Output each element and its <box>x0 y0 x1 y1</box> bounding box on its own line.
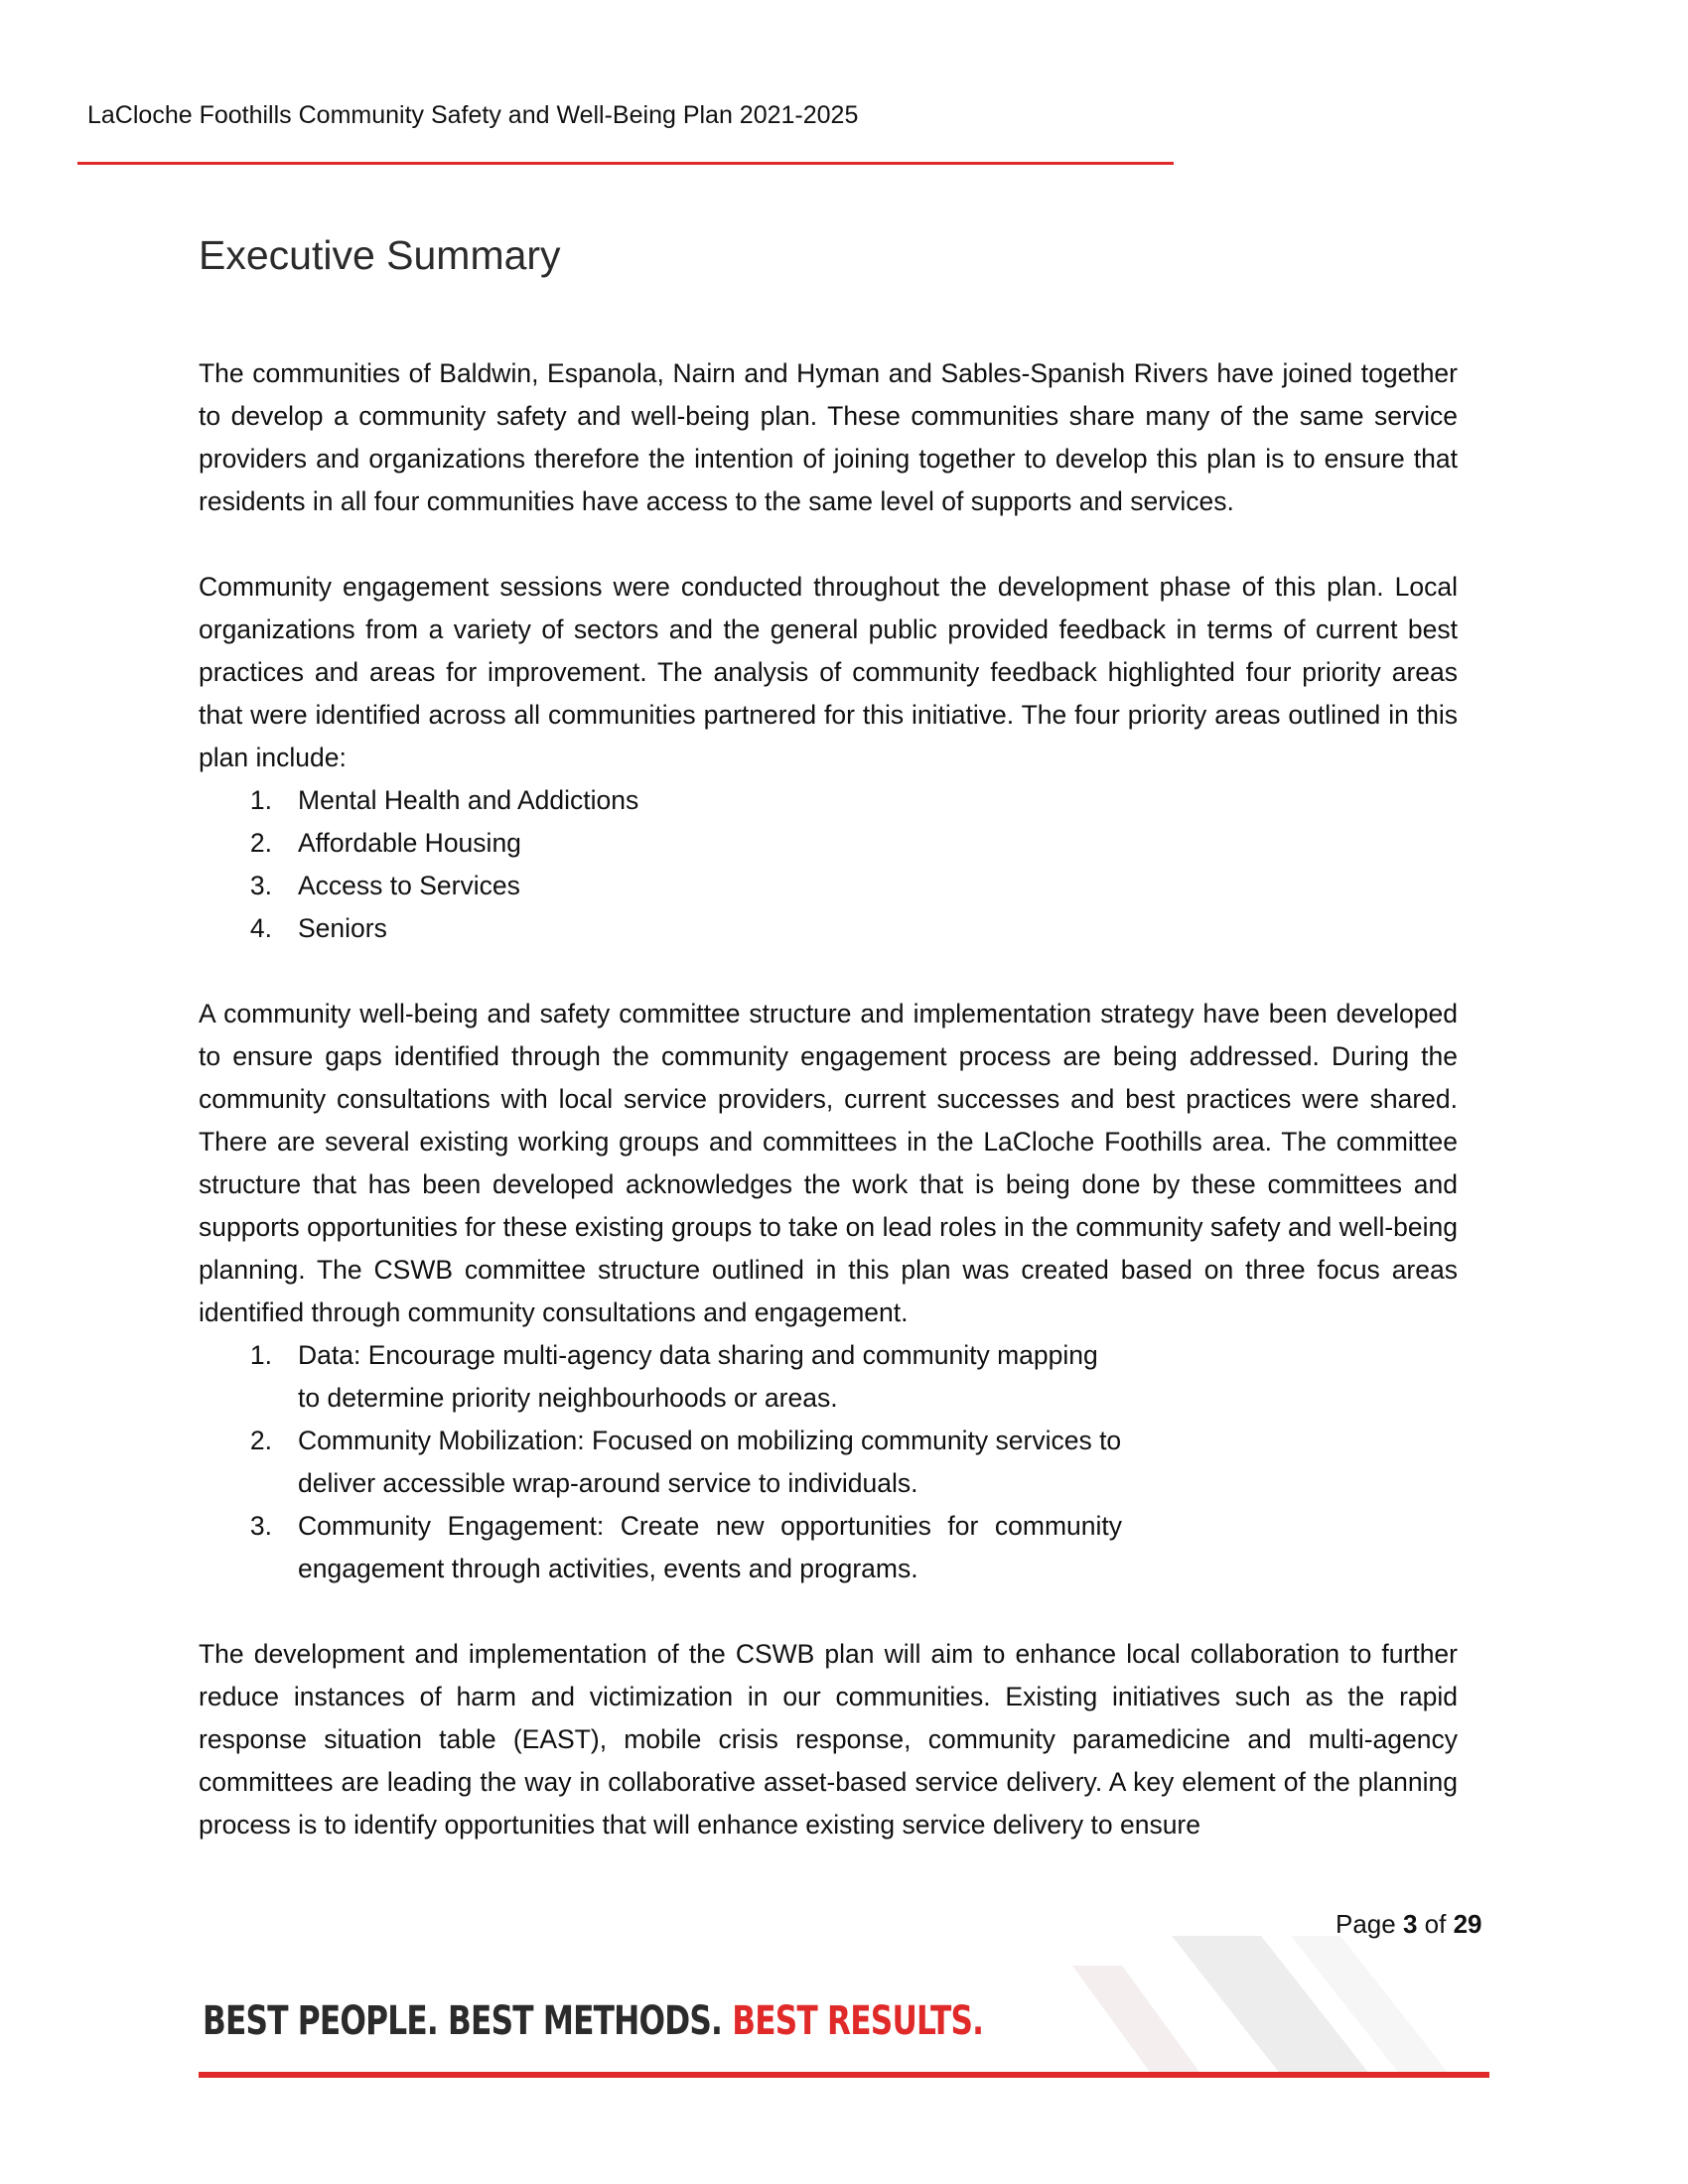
document-header-title: LaCloche Foothills Community Safety and Well-Being Plan 2021-2025 <box>87 101 859 129</box>
list-item: 3. Access to Services <box>249 871 520 900</box>
focus-areas-list <box>199 1334 1458 1590</box>
page-number: Page 3 of 29 <box>1336 1909 1482 1939</box>
paragraph-intro: The communities of Baldwin, Espanola, Nairn and Hyman and Sables-Spanish Rivers have joined together to develop a community safety and well-being plan. These communities share many of the same service providers and organizations therefore the intention of joining together to develop this plan is to ensure that residents in all four communities have access to the same level of supports and services. <box>199 358 1458 516</box>
list-item: 1. Data: Encourage multi-agency data sharing and community mapping to determine priority neighbourhoods or areas. <box>249 1340 1098 1413</box>
paragraph-implementation: The development and implementation of the CSWB plan will aim to enhance local collaboration to further reduce instances of harm and victimization in our communities. Existing initiatives such as the rapid response situation table (EAST), mobile crisis response, community paramedicine and multi-agency committees are leading the way in collaborative asset-based service delivery. A key element of the planning process is to identify opportunities that will enhance existing service delivery to ensure <box>199 1639 1458 1840</box>
company-slogan: BEST PEOPLE. BEST METHODS. BEST RESULTS. <box>203 1998 984 2044</box>
document-body <box>199 352 1458 1846</box>
list-item: 3. Community Engagement: Create new opportunities for community engagement through activities, events and programs. <box>249 1511 1122 1583</box>
header-divider <box>77 162 1174 165</box>
decorative-stripes <box>1053 1936 1549 2075</box>
section-title: Executive Summary <box>199 232 561 278</box>
list-item: 1. Mental Health and Addictions <box>249 785 639 815</box>
list-item: 4. Seniors <box>249 913 387 943</box>
paragraph-committee-structure: A community well-being and safety committee structure and implementation strategy have been developed to ensure gaps identified through the community engagement process are being addressed. During the community consultations with local service providers, current successes and best practices were shared. There are several existing working groups and committees in the LaCloche Foothills area. The committee structure that has been developed acknowledges the work that is being done by these committees and supports opportunities for these existing groups to take on lead roles in the community safety and well-being planning. The CSWB committee structure outlined in this plan was created based on three focus areas identified through community consultations and engagement. <box>199 999 1458 1327</box>
paragraph-engagement: Community engagement sessions were conducted throughout the development phase of this plan. Local organizations from a variety of sectors and the general public provided feedback in terms of current best practices and areas for improvement. The analysis of community feedback highlighted four priority areas that were identified across all communities partnered for this initiative. The four priority areas outlined in this plan include: <box>199 572 1458 772</box>
list-item: 2. Affordable Housing <box>249 828 521 858</box>
priority-areas-list <box>199 779 1458 950</box>
list-item: 2. Community Mobilization: Focused on mobilizing community services to deliver accessible wrap-around service to individuals. <box>249 1426 1122 1498</box>
footer-divider <box>199 2072 1489 2078</box>
